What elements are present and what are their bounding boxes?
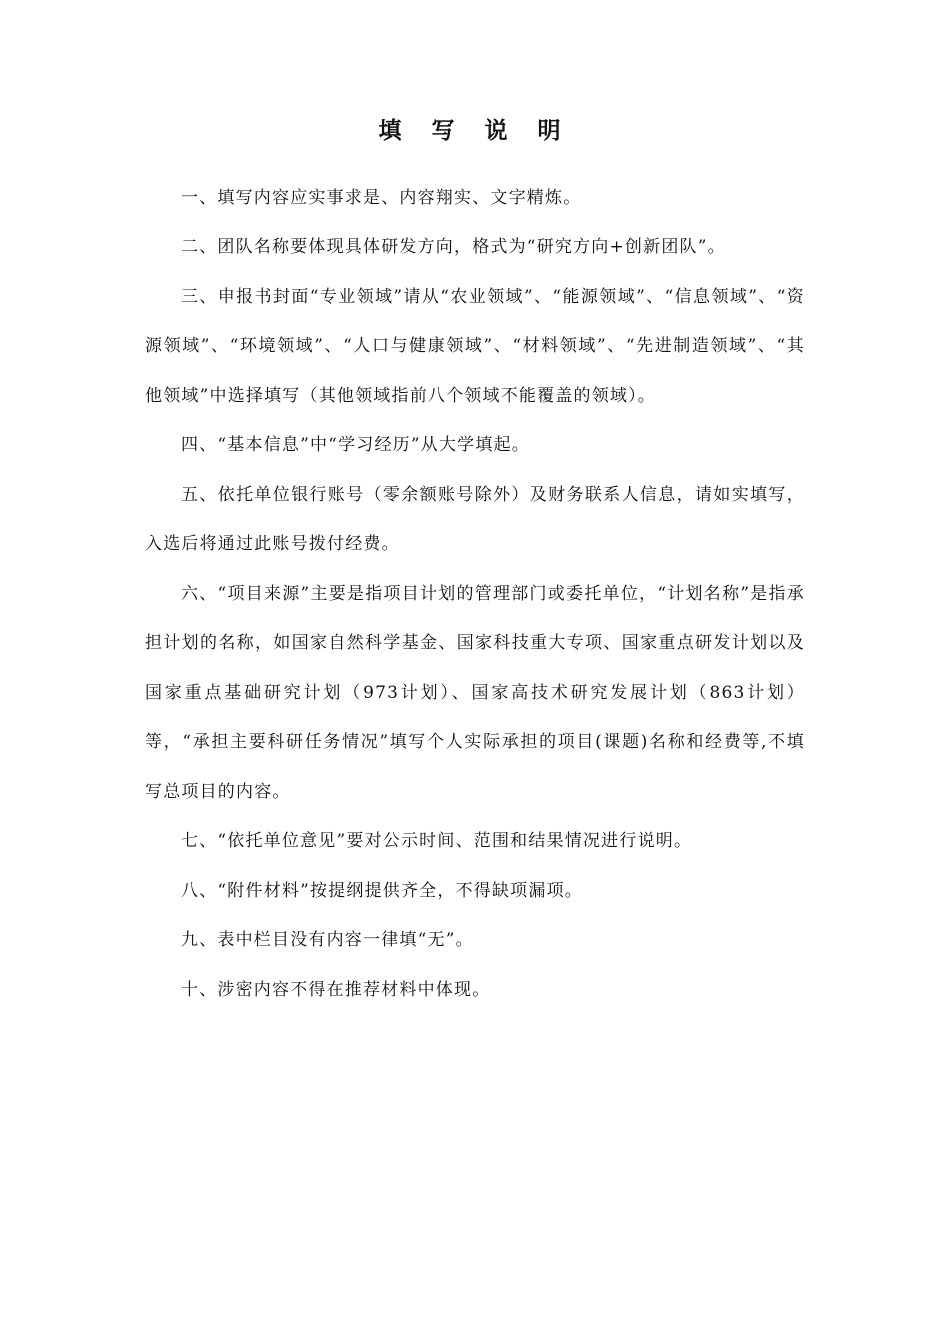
instruction-item-10: 十、涉密内容不得在推荐材料中体现。 <box>181 979 491 1000</box>
instruction-item-1: 一、填写内容应实事求是、内容翔实、文字精炼。 <box>181 187 582 208</box>
page-title: 填 写 说 明 <box>378 118 572 144</box>
instruction-item-8: 八、“附件材料”按提纲提供齐全，不得缺项漏项。 <box>181 880 583 901</box>
instruction-item-3: 三、申报书封面“专业领域”请从“农业领域”、“能源领域”、“信息领域”、“资源领域”、“环境领域”、“人口与健康领域”、“材料领域”、“先进制造领域”、“其他领域”中选择填写（其他领域指前八个领域不能覆盖的领域）。 <box>145 286 805 406</box>
instruction-item-5: 五、依托单位银行账号（零余额账号除外）及财务联系人信息，请如实填写，入选后将通过此账号拨付经费。 <box>145 484 805 555</box>
instruction-item-4: 四、“基本信息”中“学习经历”从大学填起。 <box>181 435 530 456</box>
instruction-item-6: 六、“项目来源”主要是指项目计划的管理部门或委托单位，“计划名称”是指承担计划的名称，如国家自然科学基金、国家科技重大专项、国家重点研发计划以及国家重点基础研究计划（973计划）、国家高技术研究发展计划（863计划）等，“承担主要科研任务情况”填写个人实际承担的项目(课题)名称和经费等,不填写总项目的内容。 <box>145 583 805 802</box>
instruction-item-7: 七、“依托单位意见”要对公示时间、范围和结果情况进行说明。 <box>181 831 693 852</box>
instruction-item-9: 九、表中栏目没有内容一律填“无”。 <box>181 930 474 951</box>
instruction-item-2: 二、团队名称要体现具体研发方向，格式为“研究方向+创新团队”。 <box>181 237 726 258</box>
